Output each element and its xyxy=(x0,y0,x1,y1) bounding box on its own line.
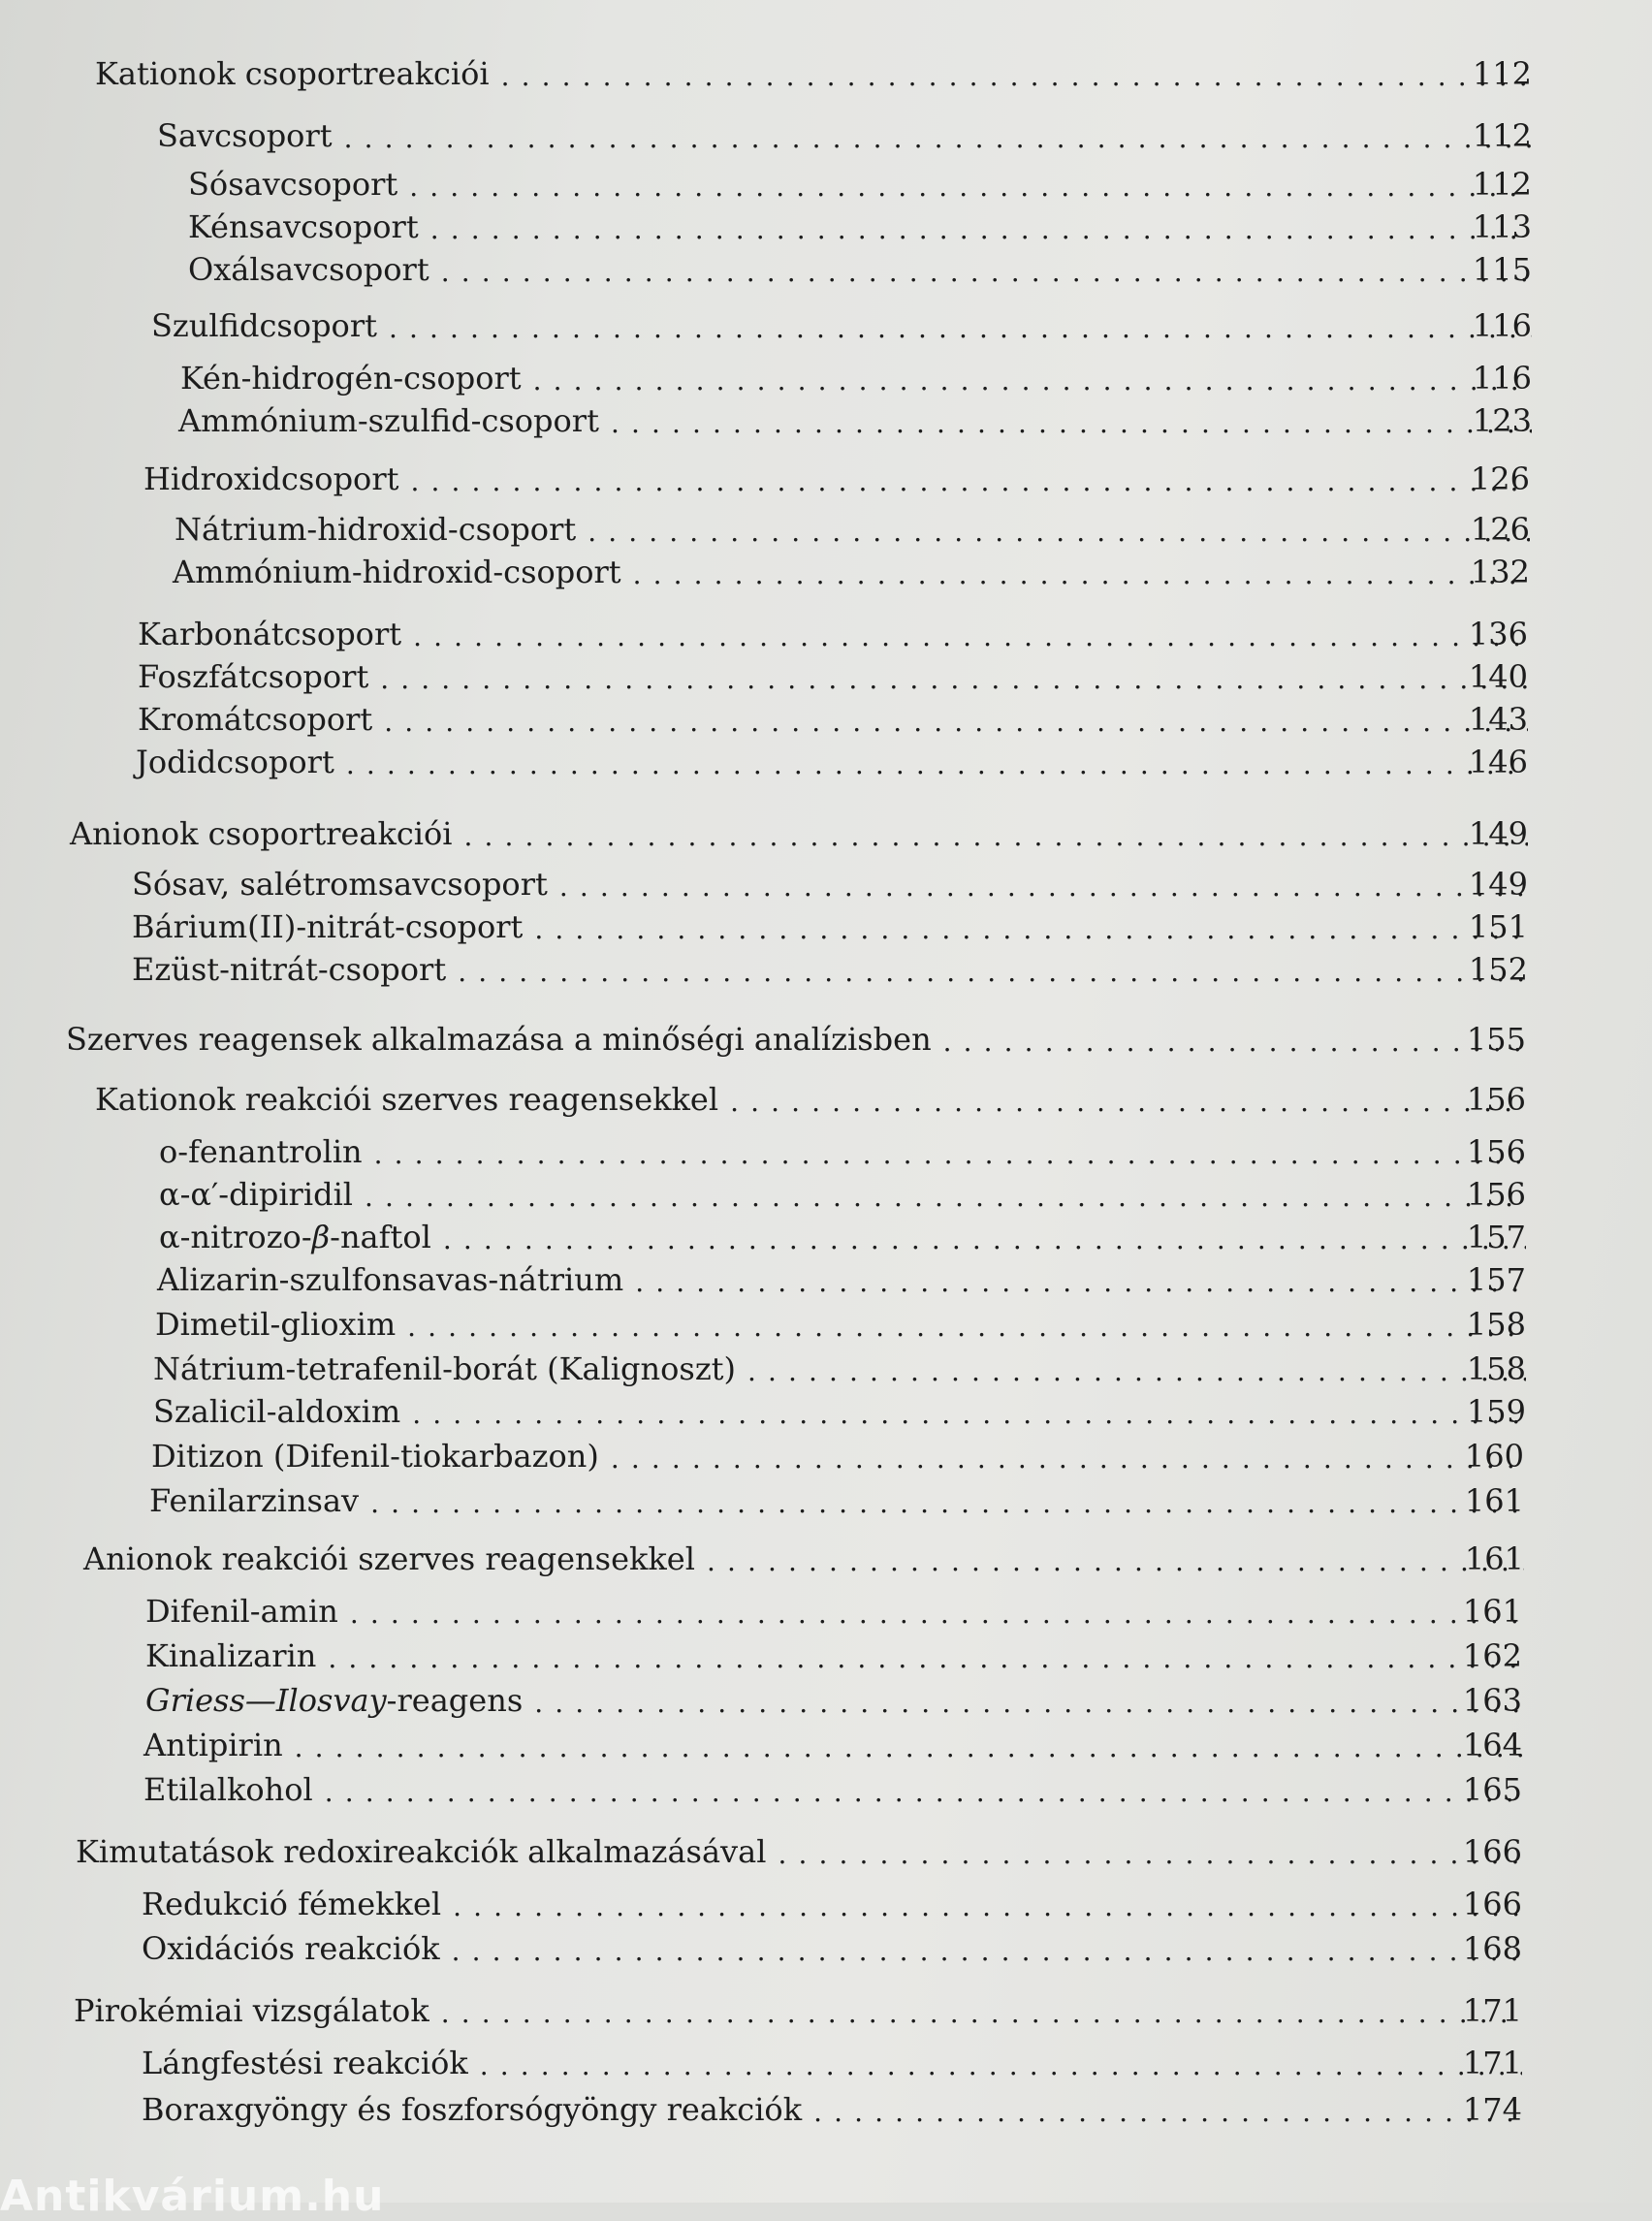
toc-entry-page: 166 xyxy=(1462,1886,1522,1922)
toc-entry-title: Redukció fémekkel xyxy=(142,1886,442,1922)
dot-leader xyxy=(344,116,1532,155)
toc-entry-title: Kationok reakciói szerves reagensekkel xyxy=(95,1081,719,1118)
dot-leader xyxy=(730,1080,1526,1119)
dot-leader xyxy=(409,165,1532,204)
toc-entry-page: 157 xyxy=(1466,1261,1526,1298)
dot-leader xyxy=(943,1020,1526,1059)
toc-entry-title: Kromátcsoport xyxy=(138,701,373,738)
toc-entry-page: 136 xyxy=(1468,616,1528,652)
dot-leader xyxy=(443,1218,1526,1256)
toc-entry-title: Lángfestési reakciók xyxy=(142,2045,468,2081)
toc-entry xyxy=(173,553,1530,591)
dot-leader xyxy=(412,1392,1526,1431)
dot-leader xyxy=(707,1539,1524,1578)
toc-entry xyxy=(178,401,1532,440)
toc-entry-title: Kationok csoportreakciói xyxy=(95,55,490,92)
dot-leader xyxy=(328,1636,1522,1675)
dot-leader xyxy=(559,865,1528,904)
toc-entry-title: Boraxgyöngy és foszforsógyöngy reakciók xyxy=(142,2091,803,2128)
toc-entry-title: Jodidcsoport xyxy=(136,744,334,780)
toc-entry-page: 149 xyxy=(1468,866,1528,903)
dot-leader xyxy=(384,700,1528,739)
toc-entry-page: 171 xyxy=(1462,1992,1522,2029)
toc-entry-page: 143 xyxy=(1468,701,1528,738)
toc-entry xyxy=(155,1305,1526,1344)
dot-leader xyxy=(413,615,1528,653)
toc-entry xyxy=(136,743,1528,781)
toc-entry xyxy=(132,950,1528,989)
toc-entry xyxy=(153,1392,1526,1431)
toc-entry xyxy=(151,1437,1524,1475)
dot-leader xyxy=(410,460,1530,498)
dot-leader xyxy=(588,510,1530,549)
dot-leader xyxy=(501,54,1532,93)
dot-leader xyxy=(480,2044,1522,2082)
toc-entry-page: 112 xyxy=(1472,55,1532,92)
toc-entry-page: 161 xyxy=(1464,1540,1524,1577)
toc-entry-title: Alizarin-szulfonsavas-nátrium xyxy=(157,1261,624,1298)
toc-entry-page: 152 xyxy=(1468,951,1528,988)
toc-entry-page: 174 xyxy=(1462,2091,1522,2128)
toc-entry xyxy=(142,1929,1522,1968)
dot-leader xyxy=(633,553,1530,591)
dot-leader xyxy=(813,2090,1522,2129)
toc-entry-page: 156 xyxy=(1466,1081,1526,1118)
toc-entry-title: Oxálsavcsoport xyxy=(188,251,429,288)
toc-entry-page: 161 xyxy=(1464,1482,1524,1519)
toc-entry-title: α-α′-dipiridil xyxy=(159,1176,354,1213)
dot-leader xyxy=(370,1481,1524,1520)
toc-entry-page: 112 xyxy=(1472,117,1532,154)
toc-entry-title: Anionok csoportreakciói xyxy=(70,815,453,852)
toc-entry-page: 116 xyxy=(1472,360,1532,397)
toc-entry-page: 156 xyxy=(1466,1133,1526,1170)
dot-leader xyxy=(380,657,1528,696)
dot-leader xyxy=(452,1929,1522,1968)
toc-entry xyxy=(159,1132,1526,1171)
toc-entry-page: 116 xyxy=(1472,307,1532,344)
toc-entry xyxy=(142,2044,1522,2082)
toc-entry-title: Antipirin xyxy=(143,1727,283,1763)
toc-entry-title: Nátrium-tetrafenil-borát (Kalignoszt) xyxy=(153,1350,737,1387)
toc-entry-title: α-nitrozo-β-naftol xyxy=(159,1219,431,1255)
toc-entry-page: 140 xyxy=(1468,658,1528,695)
toc-entry-page: 171 xyxy=(1462,2045,1522,2081)
toc-entry xyxy=(188,250,1532,289)
toc-entry-title: Ammónium-szulfid-csoport xyxy=(178,402,599,439)
toc-entry-page: 164 xyxy=(1462,1727,1522,1763)
dot-leader xyxy=(635,1260,1526,1299)
toc-entry xyxy=(95,54,1532,93)
dot-leader xyxy=(453,1885,1522,1923)
toc-entry-page: 165 xyxy=(1462,1771,1522,1808)
toc-entry xyxy=(157,1260,1526,1299)
toc-entry-page: 163 xyxy=(1462,1682,1522,1719)
toc-entry xyxy=(70,814,1528,853)
toc-entry-page: 157 xyxy=(1466,1219,1526,1255)
toc-entry-title: Nátrium-hidroxid-csoport xyxy=(175,511,577,548)
toc-entry-title: Szerves reagensek alkalmazása a minőségi analízisben xyxy=(66,1021,932,1058)
toc-entry xyxy=(145,1636,1522,1675)
dot-leader xyxy=(441,1991,1522,2030)
toc-entry-title: Ditizon (Difenil-tiokarbazon) xyxy=(151,1438,599,1475)
toc-entry xyxy=(143,460,1530,498)
toc-entry xyxy=(132,865,1528,904)
toc-entry xyxy=(95,1080,1526,1119)
dot-leader xyxy=(295,1726,1522,1764)
toc-entry-page: 161 xyxy=(1462,1593,1522,1630)
toc-entry-page: 158 xyxy=(1466,1350,1526,1387)
dot-leader xyxy=(611,1437,1524,1475)
toc-entry-page: 115 xyxy=(1472,251,1532,288)
toc-entry-title: Sósav, salétromsavcsoport xyxy=(132,866,548,903)
dot-leader xyxy=(389,306,1532,345)
dot-leader xyxy=(325,1770,1522,1809)
toc-entry xyxy=(142,1885,1522,1923)
toc-entry xyxy=(138,615,1528,653)
toc-entry-title: Kimutatások redoxireakciók alkalmazásával xyxy=(76,1833,767,1870)
toc-entry-title: Etilalkohol xyxy=(143,1771,313,1808)
toc-entry-title: Hidroxidcsoport xyxy=(143,460,399,497)
toc-entry-title: Ammónium-hidroxid-csoport xyxy=(173,554,621,590)
toc-entry-title: Bárium(II)-nitrát-csoport xyxy=(132,908,524,945)
toc-entry xyxy=(151,306,1532,345)
toc-entry xyxy=(138,657,1528,696)
toc-entry xyxy=(76,1832,1522,1871)
toc-entry-title: Foszfátcsoport xyxy=(138,658,369,695)
toc-entry-page: 151 xyxy=(1468,908,1528,945)
toc-entry-page: 132 xyxy=(1470,554,1530,590)
toc-entry-page: 126 xyxy=(1470,511,1530,548)
toc-entry xyxy=(143,1726,1522,1764)
toc-entry-page: 168 xyxy=(1462,1930,1522,1967)
dot-leader xyxy=(458,950,1528,989)
dot-leader xyxy=(374,1132,1526,1171)
toc-entry-title: o-fenantrolin xyxy=(159,1133,363,1170)
toc-entry-page: 112 xyxy=(1472,166,1532,203)
toc-entry xyxy=(143,1770,1522,1809)
dot-leader xyxy=(365,1175,1526,1214)
watermark: Antikvárium.hu xyxy=(0,2172,385,2221)
dot-leader xyxy=(350,1592,1522,1631)
toc-entry xyxy=(74,1991,1522,2030)
dot-leader xyxy=(430,207,1532,246)
toc-entry-page: 149 xyxy=(1468,815,1528,852)
toc-entry-title: Kénsavcsoport xyxy=(188,208,419,245)
toc-entry xyxy=(188,165,1532,204)
toc-entry xyxy=(159,1218,1526,1256)
toc-entry-title: Dimetil-glioxim xyxy=(155,1306,397,1343)
toc-entry xyxy=(145,1681,1522,1720)
dot-leader xyxy=(533,359,1532,397)
toc-entry-title: Pirokémiai vizsgálatok xyxy=(74,1992,429,2029)
dot-leader xyxy=(407,1305,1526,1344)
toc-entry-title: Savcsoport xyxy=(157,117,333,154)
toc-entry-page: 158 xyxy=(1466,1306,1526,1343)
toc-entry-title: Szulfidcsoport xyxy=(151,307,377,344)
toc-entry-title: Sósavcsoport xyxy=(188,166,398,203)
toc-entry xyxy=(157,116,1532,155)
toc-entry-title: Fenilarzinsav xyxy=(149,1482,360,1519)
dot-leader xyxy=(534,1681,1522,1720)
toc-entry-title: Kén-hidrogén-csoport xyxy=(180,360,522,397)
toc-entry xyxy=(83,1539,1524,1578)
toc-entry-title: Szalicil-aldoxim xyxy=(153,1393,401,1430)
dot-leader xyxy=(747,1349,1526,1388)
toc-entry xyxy=(142,2090,1522,2129)
toc-entry-title: Anionok reakciói szerves reagensekkel xyxy=(83,1540,695,1577)
toc-entry xyxy=(175,510,1530,549)
toc-entry xyxy=(149,1481,1524,1520)
dot-leader xyxy=(441,250,1532,289)
toc-entry-page: 113 xyxy=(1472,208,1532,245)
toc-entry-page: 123 xyxy=(1472,402,1532,439)
toc-entry-title: Karbonátcsoport xyxy=(138,616,402,652)
toc-entry-page: 159 xyxy=(1466,1393,1526,1430)
toc-entry xyxy=(153,1349,1526,1388)
toc-entry-page: 160 xyxy=(1464,1438,1524,1475)
dot-leader xyxy=(534,907,1528,946)
dot-leader xyxy=(611,401,1532,440)
toc-entry-page: 155 xyxy=(1466,1021,1526,1058)
toc-entry xyxy=(132,907,1528,946)
toc-entry xyxy=(159,1175,1526,1214)
toc-entry-page: 146 xyxy=(1468,744,1528,780)
toc-entry xyxy=(145,1592,1522,1631)
dot-leader xyxy=(464,814,1528,853)
toc-entry-page: 166 xyxy=(1462,1833,1522,1870)
toc-entry-title: Oxidációs reakciók xyxy=(142,1930,440,1967)
toc-entry xyxy=(188,207,1532,246)
toc-entry xyxy=(66,1020,1526,1059)
toc-entry-page: 162 xyxy=(1462,1637,1522,1674)
toc-entry-title: Kinalizarin xyxy=(145,1637,317,1674)
toc-entry-page: 126 xyxy=(1470,460,1530,497)
toc-entry-title: Griess—Ilosvay-reagens xyxy=(145,1682,524,1719)
toc-entry-title: Ezüst-nitrát-csoport xyxy=(132,951,447,988)
toc-entry-title: Difenil-amin xyxy=(145,1593,338,1630)
toc-entry xyxy=(180,359,1532,397)
toc-entry xyxy=(138,700,1528,739)
toc-entry-page: 156 xyxy=(1466,1176,1526,1213)
dot-leader xyxy=(778,1832,1522,1871)
dot-leader xyxy=(346,743,1528,781)
